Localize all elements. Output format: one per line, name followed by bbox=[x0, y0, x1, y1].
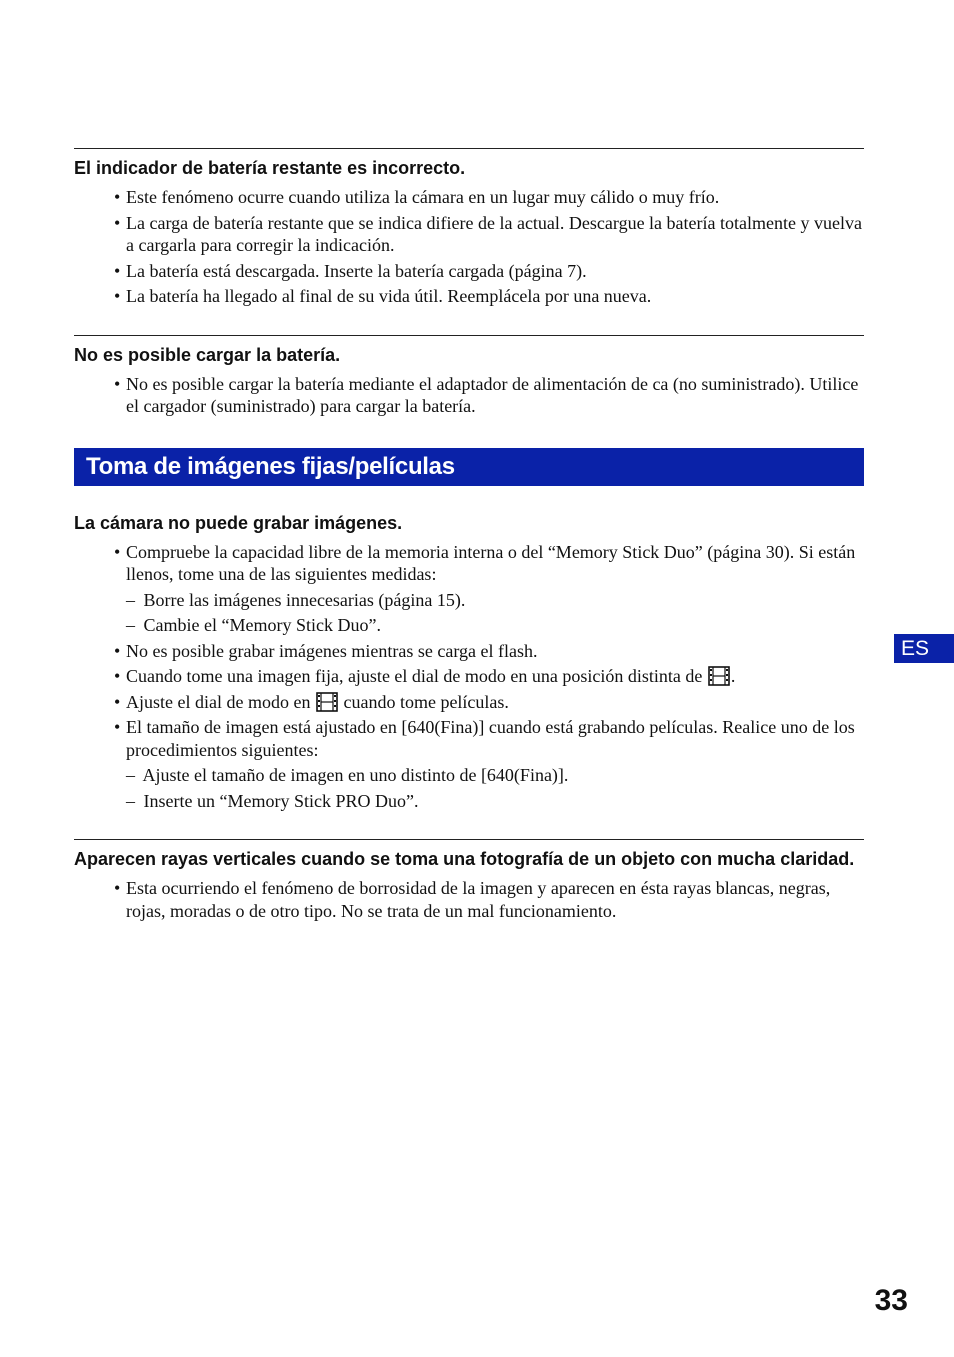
section-title-vertical-stripes: Aparecen rayas verticales cuando se toma una fotografía de un objeto con mucha claridad. bbox=[74, 849, 855, 869]
list-item: • La batería ha llegado al final de su vida útil. Reemplácela por una nueva. bbox=[114, 286, 652, 306]
section-divider bbox=[74, 335, 864, 336]
bullet-list-battery-indicator bbox=[74, 186, 864, 308]
list-subitem: – Ajuste el tamaño de imagen en uno distinto de [640(Fina)]. bbox=[126, 765, 569, 785]
list-item: • La carga de batería restante que se indica difiere de la actual. Descargue la batería totalmente y vuelva a cargarla para corregir la indicación. bbox=[114, 212, 862, 255]
list-subitem: – Cambie el “Memory Stick Duo”. bbox=[126, 615, 381, 635]
section-divider bbox=[74, 839, 864, 840]
page-content bbox=[74, 148, 864, 925]
movie-mode-icon bbox=[316, 692, 338, 712]
section-divider bbox=[74, 148, 864, 149]
movie-mode-icon bbox=[708, 666, 730, 686]
bullet-list-cannot-record bbox=[74, 541, 864, 813]
chapter-banner: Toma de imágenes fijas/películas bbox=[74, 448, 864, 486]
list-subitem: – Inserte un “Memory Stick PRO Duo”. bbox=[126, 790, 419, 811]
list-item: • El tamaño de imagen está ajustado en [640(Fina)] cuando está grabando películas. Realice uno de los procedimientos siguientes: bbox=[114, 717, 855, 760]
list-item: • Esta ocurriendo el fenómeno de borrosidad de la imagen y aparecen en ésta rayas blancas, negras, rojas, moradas o de otro tipo. No se trata de un mal funcionamiento. bbox=[114, 878, 831, 921]
bullet-list-vertical-stripes bbox=[74, 877, 864, 922]
language-tab: ES bbox=[894, 634, 954, 663]
list-subitem: – Borre las imágenes innecesarias (página 15). bbox=[126, 589, 466, 610]
section-title-battery-indicator: El indicador de batería restante es incorrecto. bbox=[74, 158, 466, 178]
list-item: • Compruebe la capacidad libre de la memoria interna o del “Memory Stick Duo” (página 30). Si están llenos, tome una de las siguientes medidas: bbox=[114, 541, 856, 584]
bullet-list-cannot-charge bbox=[74, 373, 864, 418]
page-number: 33 bbox=[874, 1284, 908, 1317]
list-item: • Este fenómeno ocurre cuando utiliza la cámara en un lugar muy cálido o muy frío. bbox=[114, 187, 720, 207]
list-item: • La batería está descargada. Inserte la batería cargada (página 7). bbox=[114, 260, 587, 281]
section-title-cannot-charge: No es posible cargar la batería. bbox=[74, 344, 341, 365]
list-item: • No es posible grabar imágenes mientras se carga el flash. bbox=[114, 640, 538, 661]
list-item: • Cuando tome una imagen fija, ajuste el dial de modo en una posición distinta de . bbox=[114, 666, 736, 686]
list-item: • No es posible cargar la batería mediante el adaptador de alimentación de ca (no suministrado). Utilice el cargador (suministrado) para cargar la batería. bbox=[114, 373, 859, 416]
section-title-cannot-record: La cámara no puede grabar imágenes. bbox=[74, 512, 403, 533]
list-item: • Ajuste el dial de modo en cuando tome películas. bbox=[114, 691, 509, 712]
